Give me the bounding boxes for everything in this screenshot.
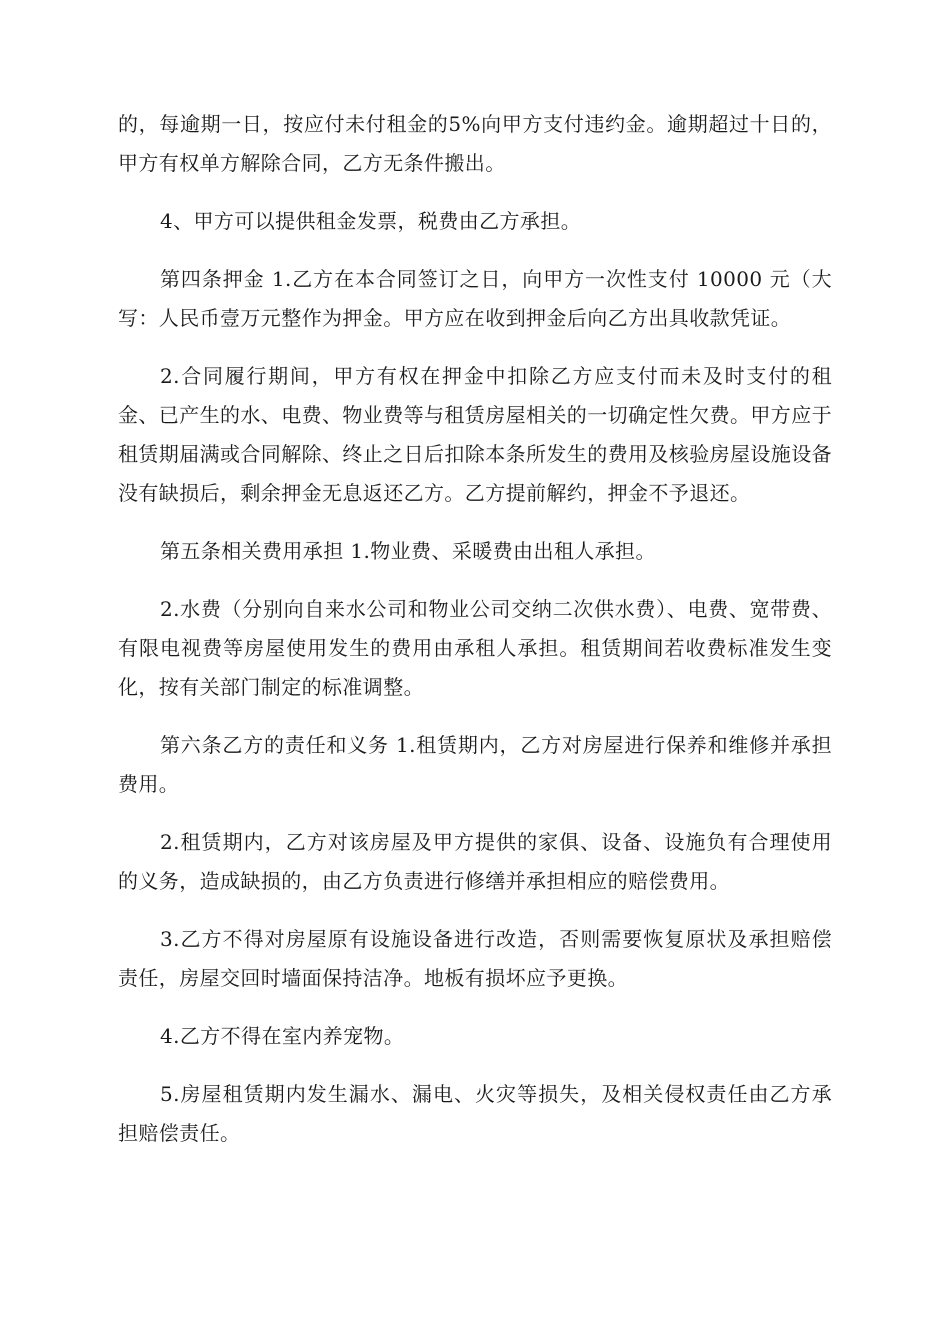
paragraph-no-modification: 3.乙方不得对房屋原有设施设备进行改造，否则需要恢复原状及承担赔偿责任，房屋交回时墙面保持洁净。地板有损坏应予更换。 <box>118 927 832 990</box>
paragraph-article-6-duties: 第六条乙方的责任和义务 1.租赁期内，乙方对房屋进行保养和维修并承担费用。 <box>118 733 832 796</box>
paragraph-late-payment: 的，每逾期一日，按应付未付租金的5%向甲方支付违约金。逾期超过十日的，甲方有权单方解除合同，乙方无条件搬出。 <box>118 112 832 175</box>
paragraph-utility-fees: 2.水费（分别向自来水公司和物业公司交纳二次供水费）、电费、宽带费、有限电视费等房屋使用发生的费用由承租人承担。租赁期间若收费标准发生变化，按有关部门制定的标准调整。 <box>118 597 832 699</box>
paragraph-deposit-deduction: 2.合同履行期间，甲方有权在押金中扣除乙方应支付而未及时支付的租金、已产生的水、电费、物业费等与租赁房屋相关的一切确定性欠费。甲方应于租赁期届满或合同解除、终止之日后扣除本条所发生的费用及核验房屋设施设备没有缺损后，剩余押金无息返还乙方。乙方提前解约，押金不予退还。 <box>118 364 832 505</box>
paragraph-no-pets: 4.乙方不得在室内养宠物。 <box>160 1024 405 1048</box>
document-page <box>118 105 832 1172</box>
paragraph-article-5-fees: 第五条相关费用承担 1.物业费、采暖费由出租人承担。 <box>160 539 656 563</box>
paragraph-furniture-use: 2.租赁期内，乙方对该房屋及甲方提供的家俱、设备、设施负有合理使用的义务，造成缺损的，由乙方负责进行修缮并承担相应的赔偿费用。 <box>118 830 832 893</box>
paragraph-invoice: 4、甲方可以提供租金发票，税费由乙方承担。 <box>160 209 582 233</box>
paragraph-liability: 5.房屋租赁期内发生漏水、漏电、火灾等损失，及相关侵权责任由乙方承担赔偿责任。 <box>118 1082 832 1145</box>
paragraph-article-4-deposit: 第四条押金 1.乙方在本合同签订之日，向甲方一次性支付 10000 元（大写：人民币壹万元整作为押金。甲方应在收到押金后向乙方出具收款凭证。 <box>118 267 832 330</box>
